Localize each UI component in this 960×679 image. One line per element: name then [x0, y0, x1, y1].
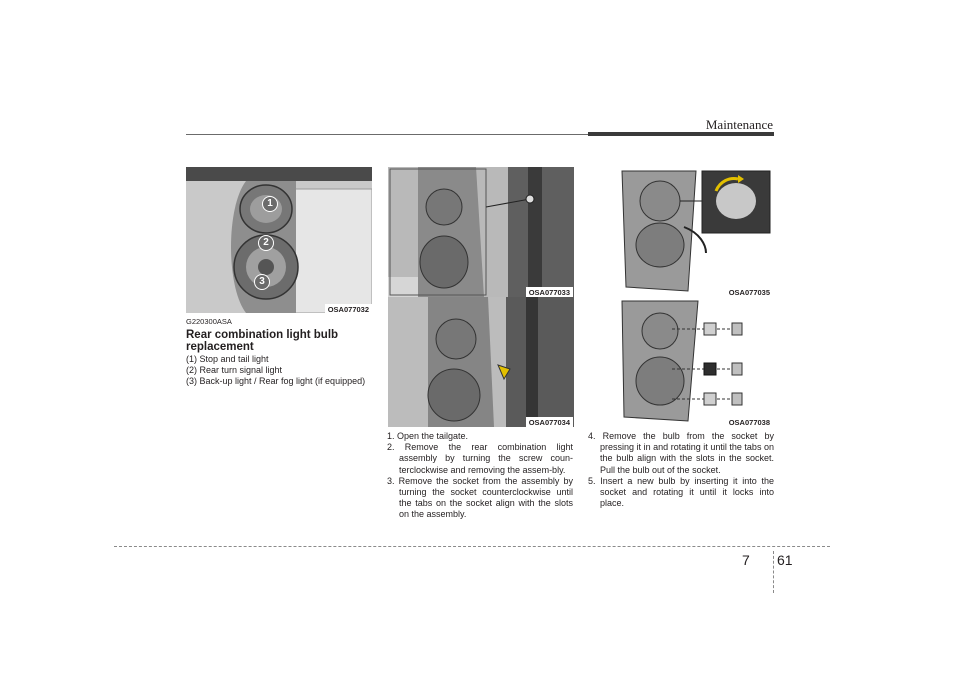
- page-divider: [773, 551, 774, 593]
- step-item: 1. Open the tailgate.: [387, 431, 469, 441]
- figure-socket-removal: [588, 167, 774, 297]
- list-item: (2) Rear turn signal light: [186, 365, 283, 376]
- callout-1: 1: [262, 196, 278, 212]
- page-number: 61: [777, 552, 793, 568]
- figure-tailgate-screw: [388, 167, 574, 297]
- figure-rear-combination-light: [186, 167, 372, 313]
- figure-label: OSA077032: [325, 304, 372, 315]
- figure-bulb-exploded: [588, 297, 774, 427]
- section-title: Maintenance: [705, 117, 773, 132]
- header-bar: [588, 132, 774, 136]
- figure-lamp-assembly: [388, 297, 574, 427]
- section-heading: Rear combination light bulb replacement: [186, 329, 339, 353]
- figure-label: OSA077033: [526, 287, 573, 298]
- list-item: (3) Back-up light / Rear fog light (if equipped): [186, 376, 366, 387]
- footer-rule: [114, 546, 830, 547]
- step-item: 3. Remove the socket from the assembly by turning the socket counterclockwise until the tabs on the socket align with the slots on the assembly.: [387, 475, 573, 520]
- steps-list-middle: [387, 431, 573, 521]
- step-item: 2. Remove the rear combination light assembly by turning the screw coun-terclockwise and removing the assem-bly.: [387, 442, 573, 475]
- figure-label: OSA077034: [526, 417, 573, 428]
- callout-2: 2: [258, 235, 274, 251]
- figure-label: OSA077038: [726, 417, 773, 428]
- steps-list-right: [588, 431, 774, 509]
- figure-label: OSA077035: [726, 287, 773, 298]
- chapter-number: 7: [742, 552, 750, 568]
- list-item: (1) Stop and tail light: [186, 354, 269, 364]
- section-code: G220300ASA: [186, 317, 232, 326]
- step-item: 4. Remove the bulb from the socket by pressing it in and rotating it until the tabs on the bulb align with the slots in the socket. Pull the bulb out of the socket.: [588, 431, 774, 475]
- bulb-list: [186, 354, 372, 388]
- callout-3: 3: [254, 274, 270, 290]
- step-item: 5. Insert a new bulb by inserting it into the socket and rotating it until it locks into place.: [588, 475, 774, 509]
